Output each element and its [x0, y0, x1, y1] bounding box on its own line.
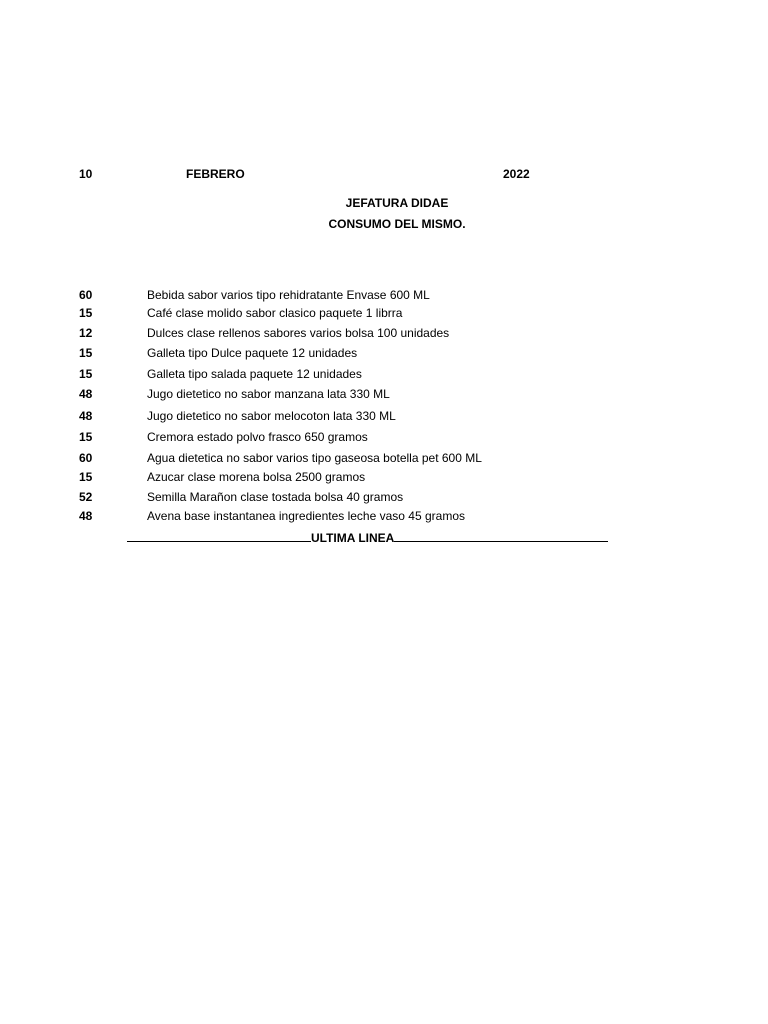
date-year: 2022: [503, 167, 530, 181]
list-item: [0, 367, 700, 385]
heading-subtitle: CONSUMO DEL MISMO.: [328, 217, 466, 231]
underline-rule-right: [394, 529, 608, 542]
item-quantity: 15: [79, 470, 93, 484]
item-quantity: 60: [79, 451, 93, 465]
date-month: FEBRERO: [186, 167, 245, 181]
item-quantity: 15: [79, 306, 93, 320]
list-item: [0, 470, 700, 488]
item-quantity: 12: [79, 326, 93, 340]
item-quantity: 52: [79, 490, 93, 504]
heading-department: JEFATURA DIDAE: [345, 196, 449, 210]
item-quantity: 48: [79, 409, 93, 423]
list-item: [0, 306, 700, 324]
item-quantity: 48: [79, 387, 93, 401]
item-description: Galleta tipo salada paquete 12 unidades: [147, 367, 362, 381]
list-item: [0, 490, 700, 508]
list-item: [0, 346, 700, 364]
item-description: Galleta tipo Dulce paquete 12 unidades: [147, 346, 358, 360]
item-description: Jugo dietetico no sabor manzana lata 330 ML: [147, 387, 390, 401]
last-line-label: ULTIMA LINEA: [311, 531, 395, 545]
list-item: [0, 326, 700, 344]
item-description: Avena base instantanea ingredientes leche vaso 45 gramos: [147, 509, 465, 523]
underline-rule-left: [127, 529, 311, 542]
item-description: Jugo dietetico no sabor melocoton lata 330 ML: [147, 409, 396, 423]
item-description: Cremora estado polvo frasco 650 gramos: [147, 430, 368, 444]
item-description: Café clase molido sabor clasico paquete 1 librra: [147, 306, 403, 320]
item-quantity: 60: [79, 288, 93, 302]
item-quantity: 15: [79, 430, 93, 444]
item-quantity: 15: [79, 367, 93, 381]
list-item: [0, 409, 700, 427]
list-item: [0, 387, 700, 405]
item-description: Bebida sabor varios tipo rehidratante Envase 600 ML: [147, 288, 430, 302]
item-quantity: 48: [79, 509, 93, 523]
item-description: Agua dietetica no sabor varios tipo gaseosa botella pet 600 ML: [147, 451, 482, 465]
item-description: Semilla Marañon clase tostada bolsa 40 gramos: [147, 490, 404, 504]
item-description: Dulces clase rellenos sabores varios bolsa 100 unidades: [147, 326, 450, 340]
item-quantity: 15: [79, 346, 93, 360]
list-item: [0, 451, 700, 469]
last-line-marker: [127, 529, 608, 545]
list-item: [0, 430, 700, 448]
date-day: 10: [79, 167, 93, 181]
list-item: [0, 288, 700, 306]
list-item: [0, 509, 700, 527]
item-description: Azucar clase morena bolsa 2500 gramos: [147, 470, 366, 484]
